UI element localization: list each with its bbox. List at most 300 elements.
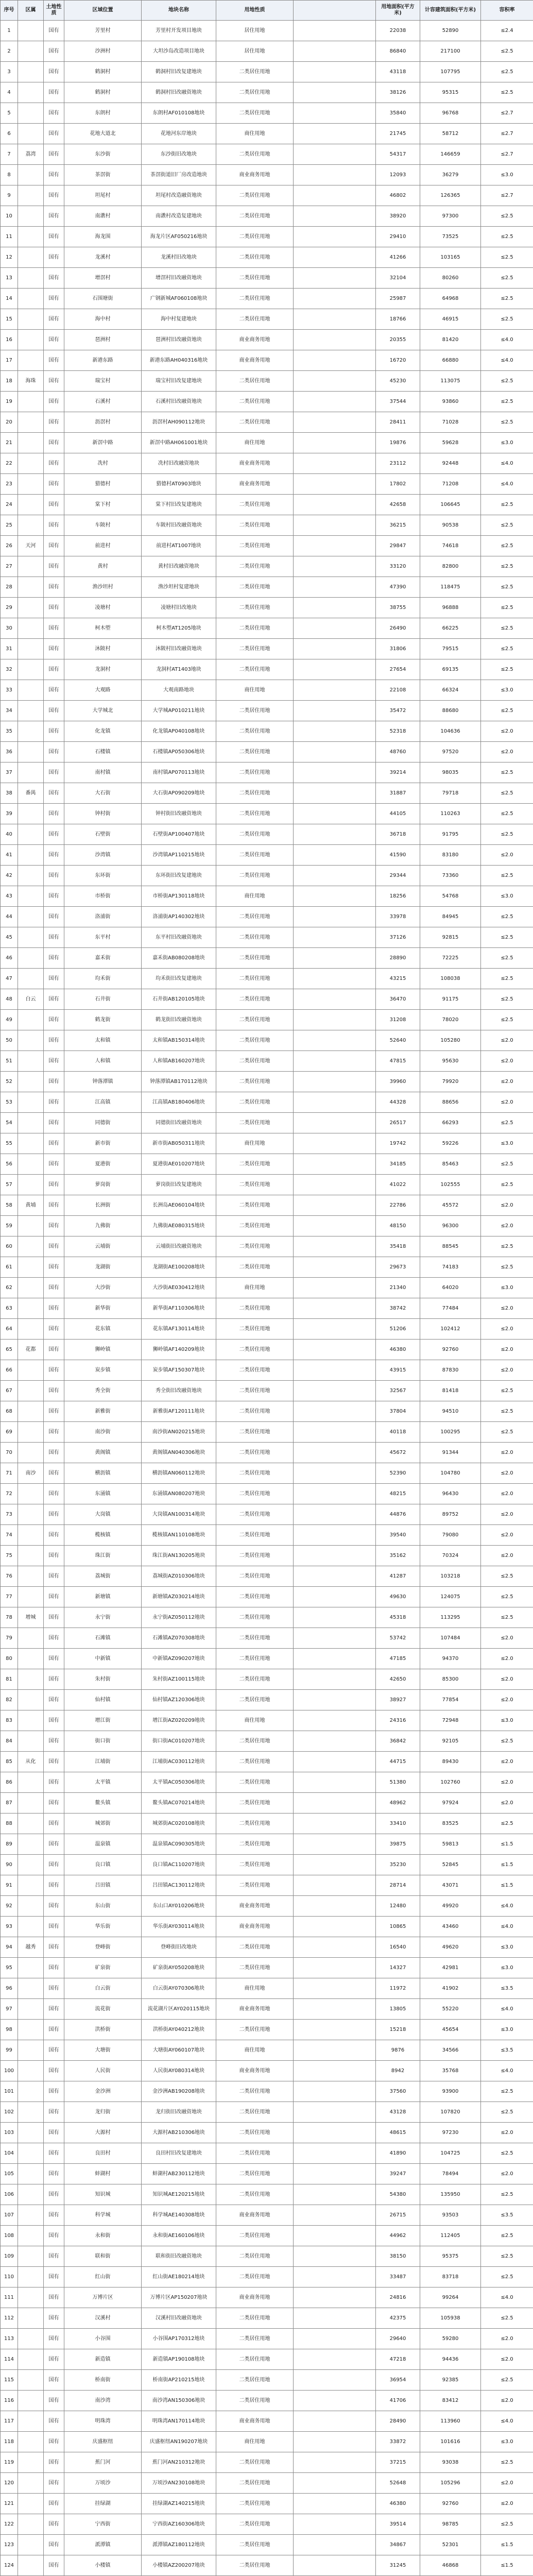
cell-seq: 104 [1, 2143, 18, 2164]
cell-district [18, 1443, 44, 1463]
cell-ownership: 国有 [44, 82, 64, 103]
cell-ownership: 国有 [44, 41, 64, 62]
cell-district [18, 165, 44, 185]
cell-land-area: 38920 [376, 206, 420, 227]
table-row [1, 1051, 533, 1072]
cell-ownership: 国有 [44, 659, 64, 680]
cell-usage: 二类居住用地 [216, 907, 294, 927]
cell-usage: 二类居住用地 [216, 659, 294, 680]
cell-usage: 二类居住用地 [216, 2494, 294, 2514]
cell-spacer [294, 2040, 376, 2061]
table-row [1, 2164, 533, 2184]
cell-usage: 二类居住用地 [216, 2102, 294, 2123]
cell-building-area: 81418 [420, 1381, 481, 1401]
cell-seq: 46 [1, 948, 18, 969]
cell-ownership: 国有 [44, 1154, 64, 1175]
cell-plot-ratio: ≤2.5 [481, 1154, 533, 1175]
cell-spacer [294, 124, 376, 144]
table-row [1, 2411, 533, 2432]
cell-usage: 商住用地 [216, 886, 294, 907]
cell-plot-ratio: ≤2.5 [481, 1175, 533, 1195]
table-row [1, 1937, 533, 1958]
cell-ownership: 国有 [44, 2452, 64, 2473]
cell-plot-name: 沐陂村旧改融资地块 [142, 639, 216, 659]
cell-district [18, 742, 44, 762]
cell-plot-name: 夏港街AE010207地块 [142, 1154, 216, 1175]
cell-spacer [294, 185, 376, 206]
cell-ownership: 国有 [44, 927, 64, 948]
table-row [1, 2329, 533, 2349]
cell-spacer [294, 536, 376, 556]
cell-district [18, 1484, 44, 1504]
cell-district [18, 412, 44, 433]
cell-usage: 二类居住用地 [216, 1855, 294, 1875]
cell-building-area: 97230 [420, 2123, 481, 2143]
cell-plot-ratio: ≤2.0 [481, 1463, 533, 1484]
cell-building-area: 73360 [420, 866, 481, 886]
cell-area-location: 长洲街 [64, 1195, 142, 1216]
cell-ownership: 国有 [44, 907, 64, 927]
cell-district [18, 1072, 44, 1092]
cell-building-area: 97300 [420, 206, 481, 227]
cell-building-area: 46915 [420, 309, 481, 330]
cell-ownership: 国有 [44, 2411, 64, 2432]
cell-seq: 20 [1, 412, 18, 433]
cell-plot-name: 石楼镇AP050306地块 [142, 742, 216, 762]
cell-building-area: 59226 [420, 1133, 481, 1154]
cell-area-location: 东环街 [64, 866, 142, 886]
cell-usage: 二类居住用地 [216, 1051, 294, 1072]
table-row [1, 433, 533, 453]
cell-plot-ratio: ≤2.0 [481, 721, 533, 742]
cell-usage: 二类居住用地 [216, 227, 294, 247]
cell-spacer [294, 165, 376, 185]
table-row [1, 989, 533, 1010]
cell-land-area: 47390 [376, 577, 420, 598]
cell-area-location: 均禾街 [64, 969, 142, 989]
cell-land-area: 26517 [376, 1113, 420, 1133]
cell-plot-ratio: ≤3.0 [481, 1937, 533, 1958]
cell-land-area: 46380 [376, 1340, 420, 1360]
cell-land-area: 51380 [376, 1772, 420, 1793]
cell-seq: 102 [1, 2102, 18, 2123]
cell-land-area: 32567 [376, 1381, 420, 1401]
cell-area-location: 秀全街 [64, 1381, 142, 1401]
cell-district: 天河 [18, 536, 44, 556]
cell-district [18, 2040, 44, 2061]
table-row [1, 742, 533, 762]
cell-district [18, 474, 44, 495]
cell-plot-name: 矿泉街AY050208地块 [142, 1958, 216, 1978]
table-row [1, 247, 533, 268]
cell-land-area: 45672 [376, 1443, 420, 1463]
cell-plot-name: 汉溪村旧改融资地块 [142, 2308, 216, 2329]
cell-plot-name: 街口街AC010207地块 [142, 1731, 216, 1752]
cell-plot-name: 小谷围AP170312地块 [142, 2329, 216, 2349]
cell-land-area: 28490 [376, 2411, 420, 2432]
cell-land-area: 39214 [376, 762, 420, 783]
cell-area-location: 城郊街 [64, 1814, 142, 1834]
cell-ownership: 国有 [44, 1793, 64, 1814]
cell-seq: 85 [1, 1752, 18, 1772]
cell-usage: 二类居住用地 [216, 577, 294, 598]
cell-spacer [294, 1958, 376, 1978]
cell-land-area: 20355 [376, 330, 420, 350]
cell-usage: 二类居住用地 [216, 144, 294, 165]
table-row [1, 556, 533, 577]
cell-land-area: 35472 [376, 701, 420, 721]
table-row [1, 969, 533, 989]
cell-ownership: 国有 [44, 1669, 64, 1690]
cell-plot-ratio: ≤2.0 [481, 1195, 533, 1216]
cell-plot-ratio: ≤4.0 [481, 2061, 533, 2081]
cell-land-area: 42650 [376, 1669, 420, 1690]
cell-seq: 13 [1, 268, 18, 289]
cell-usage: 二类居住用地 [216, 927, 294, 948]
cell-seq: 36 [1, 742, 18, 762]
cell-usage: 二类居住用地 [216, 2267, 294, 2287]
cell-spacer [294, 742, 376, 762]
cell-plot-ratio: ≤2.0 [481, 1546, 533, 1566]
cell-ownership: 国有 [44, 1422, 64, 1443]
cell-spacer [294, 1175, 376, 1195]
cell-building-area: 95315 [420, 82, 481, 103]
cell-seq: 96 [1, 1978, 18, 1999]
cell-seq: 19 [1, 392, 18, 412]
cell-spacer [294, 21, 376, 41]
cell-building-area: 89752 [420, 1504, 481, 1525]
cell-plot-ratio: ≤2.5 [481, 247, 533, 268]
cell-plot-name: 庆盛枢纽AN190207地块 [142, 2432, 216, 2452]
cell-ownership: 国有 [44, 1072, 64, 1092]
cell-district [18, 1504, 44, 1525]
cell-ownership: 国有 [44, 453, 64, 474]
cell-seq: 120 [1, 2473, 18, 2494]
cell-district [18, 1896, 44, 1917]
cell-building-area: 55220 [420, 1999, 481, 2020]
cell-plot-name: 东沙街旧改地块 [142, 144, 216, 165]
cell-spacer [294, 2226, 376, 2246]
cell-area-location: 洪桥街 [64, 2020, 142, 2040]
cell-spacer [294, 433, 376, 453]
cell-plot-ratio: ≤2.5 [481, 1010, 533, 1030]
table-row [1, 474, 533, 495]
cell-plot-name: 白云街AY070306地块 [142, 1978, 216, 1999]
cell-land-area: 8942 [376, 2061, 420, 2081]
cell-usage: 二类居住用地 [216, 742, 294, 762]
table-row [1, 1175, 533, 1195]
table-row [1, 268, 533, 289]
cell-area-location: 新雅街 [64, 1401, 142, 1422]
cell-ownership: 国有 [44, 1772, 64, 1793]
cell-building-area: 78020 [420, 1010, 481, 1030]
cell-ownership: 国有 [44, 2432, 64, 2452]
cell-land-area: 41590 [376, 845, 420, 866]
cell-land-area: 41890 [376, 2143, 420, 2164]
cell-plot-ratio: ≤4.0 [481, 1917, 533, 1937]
cell-area-location: 大学城北 [64, 701, 142, 721]
cell-district [18, 1278, 44, 1298]
cell-area-location: 嘉禾街 [64, 948, 142, 969]
cell-land-area: 36215 [376, 515, 420, 536]
cell-seq: 71 [1, 1463, 18, 1484]
cell-plot-name: 秀全街旧改融资地块 [142, 1381, 216, 1401]
cell-plot-ratio: ≤2.5 [481, 227, 533, 247]
table-row [1, 907, 533, 927]
cell-spacer [294, 371, 376, 392]
cell-spacer [294, 2143, 376, 2164]
cell-ownership: 国有 [44, 1937, 64, 1958]
cell-area-location: 前进村 [64, 536, 142, 556]
cell-seq: 14 [1, 289, 18, 309]
cell-seq: 97 [1, 1999, 18, 2020]
cell-plot-name: 派潭镇AZ180112地块 [142, 2535, 216, 2555]
cell-seq: 89 [1, 1834, 18, 1855]
cell-district [18, 1257, 44, 1278]
table-row [1, 1690, 533, 1710]
cell-land-area: 43215 [376, 969, 420, 989]
cell-seq: 37 [1, 762, 18, 783]
cell-plot-ratio: ≤2.7 [481, 185, 533, 206]
cell-area-location: 永宁街 [64, 1607, 142, 1628]
cell-plot-ratio: ≤2.5 [481, 309, 533, 330]
cell-seq: 119 [1, 2452, 18, 2473]
cell-plot-name: 新雅街AF120111地块 [142, 1401, 216, 1422]
cell-plot-name: 红山街AE180214地块 [142, 2267, 216, 2287]
cell-area-location: 华乐街 [64, 1917, 142, 1937]
cell-usage: 二类居住用地 [216, 1175, 294, 1195]
table-row [1, 2184, 533, 2205]
cell-land-area: 29640 [376, 2329, 420, 2349]
cell-plot-name: 花地河东岸地块 [142, 124, 216, 144]
cell-plot-name: 南村镇AP070113地块 [142, 762, 216, 783]
cell-plot-name: 云埔街旧改融资地块 [142, 1236, 216, 1257]
cell-ownership: 国有 [44, 103, 64, 124]
cell-plot-ratio: ≤2.5 [481, 536, 533, 556]
cell-usage: 二类居住用地 [216, 2184, 294, 2205]
cell-area-location: 海中村 [64, 309, 142, 330]
cell-seq: 72 [1, 1484, 18, 1504]
header-seq: 序号 [1, 1, 18, 21]
cell-plot-name: 萝岗街旧改复建地块 [142, 1175, 216, 1195]
cell-usage: 二类居住用地 [216, 1546, 294, 1566]
cell-district [18, 1298, 44, 1319]
cell-building-area: 88680 [420, 701, 481, 721]
cell-district [18, 2184, 44, 2205]
table-row [1, 1710, 533, 1731]
cell-seq: 99 [1, 2040, 18, 2061]
cell-ownership: 国有 [44, 1298, 64, 1319]
cell-usage: 商业商务用地 [216, 1896, 294, 1917]
cell-plot-name: 市桥街AP130118地块 [142, 886, 216, 907]
cell-seq: 78 [1, 1607, 18, 1628]
table-row [1, 1772, 533, 1793]
cell-spacer [294, 392, 376, 412]
cell-ownership: 国有 [44, 1030, 64, 1051]
cell-usage: 二类居住用地 [216, 1649, 294, 1669]
cell-plot-ratio: ≤2.0 [481, 1319, 533, 1340]
cell-ownership: 国有 [44, 1484, 64, 1504]
cell-usage: 二类居住用地 [216, 1216, 294, 1236]
cell-ownership: 国有 [44, 1607, 64, 1628]
cell-building-area: 126365 [420, 185, 481, 206]
cell-ownership: 国有 [44, 2494, 64, 2514]
cell-spacer [294, 1814, 376, 1834]
cell-ownership: 国有 [44, 804, 64, 824]
cell-ownership: 国有 [44, 886, 64, 907]
cell-area-location: 市桥街 [64, 886, 142, 907]
table-row [1, 639, 533, 659]
cell-area-location: 渔沙坦村 [64, 577, 142, 598]
cell-usage: 二类居住用地 [216, 1298, 294, 1319]
cell-plot-name: 钟落潭镇AB170112地块 [142, 1072, 216, 1092]
cell-area-location: 增江街 [64, 1710, 142, 1731]
cell-ownership: 国有 [44, 1092, 64, 1113]
cell-district [18, 2287, 44, 2308]
cell-district [18, 82, 44, 103]
cell-district [18, 1401, 44, 1422]
cell-building-area: 41902 [420, 1978, 481, 1999]
cell-building-area: 69135 [420, 659, 481, 680]
cell-spacer [294, 845, 376, 866]
cell-plot-ratio: ≤2.5 [481, 2514, 533, 2535]
cell-usage: 二类居住用地 [216, 2226, 294, 2246]
cell-ownership: 国有 [44, 1360, 64, 1381]
cell-land-area: 17802 [376, 474, 420, 495]
cell-area-location: 花地大道北 [64, 124, 142, 144]
cell-plot-name: 明珠湾AN170114地块 [142, 2411, 216, 2432]
cell-usage: 二类居住用地 [216, 845, 294, 866]
cell-land-area: 52648 [376, 2473, 420, 2494]
cell-district [18, 1546, 44, 1566]
cell-seq: 12 [1, 247, 18, 268]
cell-building-area: 92760 [420, 2494, 481, 2514]
cell-spacer [294, 886, 376, 907]
cell-plot-ratio: ≤2.5 [481, 412, 533, 433]
cell-spacer [294, 289, 376, 309]
cell-spacer [294, 2494, 376, 2514]
header-row [1, 1, 533, 21]
table-row [1, 1010, 533, 1030]
cell-seq: 94 [1, 1937, 18, 1958]
cell-land-area: 33120 [376, 556, 420, 577]
cell-land-area: 45230 [376, 371, 420, 392]
cell-plot-name: 江高镇AB180406地块 [142, 1092, 216, 1113]
cell-building-area: 52890 [420, 21, 481, 41]
cell-ownership: 国有 [44, 1319, 64, 1340]
cell-district [18, 1793, 44, 1814]
cell-usage: 二类居住用地 [216, 1958, 294, 1978]
table-row [1, 453, 533, 474]
cell-district [18, 2020, 44, 2040]
cell-area-location: 荔城街 [64, 1566, 142, 1587]
cell-land-area: 22038 [376, 21, 420, 41]
table-row [1, 1154, 533, 1175]
cell-plot-ratio: ≤2.5 [481, 392, 533, 412]
cell-plot-ratio: ≤2.0 [481, 1649, 533, 1669]
cell-area-location: 狮岭镇 [64, 1340, 142, 1360]
cell-area-location: 温泉镇 [64, 1834, 142, 1855]
cell-building-area: 79920 [420, 1072, 481, 1092]
cell-spacer [294, 1669, 376, 1690]
table-row [1, 824, 533, 845]
cell-usage: 二类居住用地 [216, 2555, 294, 2576]
cell-plot-ratio: ≤2.5 [481, 598, 533, 618]
cell-ownership: 国有 [44, 2514, 64, 2535]
cell-plot-ratio: ≤2.5 [481, 82, 533, 103]
cell-usage: 二类居住用地 [216, 1422, 294, 1443]
cell-land-area: 21745 [376, 124, 420, 144]
cell-area-location: 茶滘街 [64, 165, 142, 185]
cell-area-location: 新塘镇 [64, 1587, 142, 1607]
cell-seq: 45 [1, 927, 18, 948]
cell-plot-ratio: ≤2.5 [481, 804, 533, 824]
cell-area-location: 凌塘村 [64, 598, 142, 618]
cell-plot-name: 鳌头镇AC070214地块 [142, 1793, 216, 1814]
table-row [1, 948, 533, 969]
cell-usage: 商住用地 [216, 1133, 294, 1154]
cell-plot-name: 金沙洲AB190208地块 [142, 2081, 216, 2102]
cell-spacer [294, 2329, 376, 2349]
table-row [1, 1319, 533, 1340]
table-row [1, 62, 533, 82]
cell-seq: 117 [1, 2411, 18, 2432]
cell-area-location: 大沙街 [64, 1278, 142, 1298]
cell-building-area: 217100 [420, 41, 481, 62]
cell-plot-name: 东平村旧改融资地块 [142, 927, 216, 948]
cell-ownership: 国有 [44, 2102, 64, 2123]
cell-ownership: 国有 [44, 1443, 64, 1463]
cell-seq: 80 [1, 1649, 18, 1669]
cell-ownership: 国有 [44, 1649, 64, 1669]
cell-area-location: 车陂村 [64, 515, 142, 536]
cell-ownership: 国有 [44, 1896, 64, 1917]
cell-ownership: 国有 [44, 144, 64, 165]
cell-land-area: 12480 [376, 1896, 420, 1917]
cell-seq: 17 [1, 350, 18, 371]
cell-district [18, 289, 44, 309]
cell-ownership: 国有 [44, 330, 64, 350]
cell-usage: 二类居住用地 [216, 1566, 294, 1587]
cell-district [18, 1855, 44, 1875]
cell-ownership: 国有 [44, 1010, 64, 1030]
header-plot-ratio: 容积率 [481, 1, 533, 21]
cell-building-area: 105296 [420, 2473, 481, 2494]
cell-ownership: 国有 [44, 2308, 64, 2329]
table-row [1, 2061, 533, 2081]
cell-spacer [294, 721, 376, 742]
cell-plot-ratio: ≤2.5 [481, 1113, 533, 1133]
cell-land-area: 23112 [376, 453, 420, 474]
cell-usage: 商业商务用地 [216, 1999, 294, 2020]
cell-district [18, 907, 44, 927]
table-row [1, 2535, 533, 2555]
cell-land-area: 42375 [376, 2308, 420, 2329]
table-row [1, 2267, 533, 2287]
cell-land-area: 26490 [376, 618, 420, 639]
cell-building-area: 95375 [420, 2246, 481, 2267]
cell-district [18, 392, 44, 412]
cell-usage: 二类居住用地 [216, 1628, 294, 1649]
cell-ownership: 国有 [44, 185, 64, 206]
cell-land-area: 33410 [376, 1814, 420, 1834]
cell-district [18, 1319, 44, 1340]
cell-ownership: 国有 [44, 1855, 64, 1875]
cell-building-area: 104780 [420, 1463, 481, 1484]
cell-plot-name: 挂绿湖AZ140215地块 [142, 2494, 216, 2514]
cell-seq: 24 [1, 495, 18, 515]
cell-plot-ratio: ≤2.5 [481, 2081, 533, 2102]
